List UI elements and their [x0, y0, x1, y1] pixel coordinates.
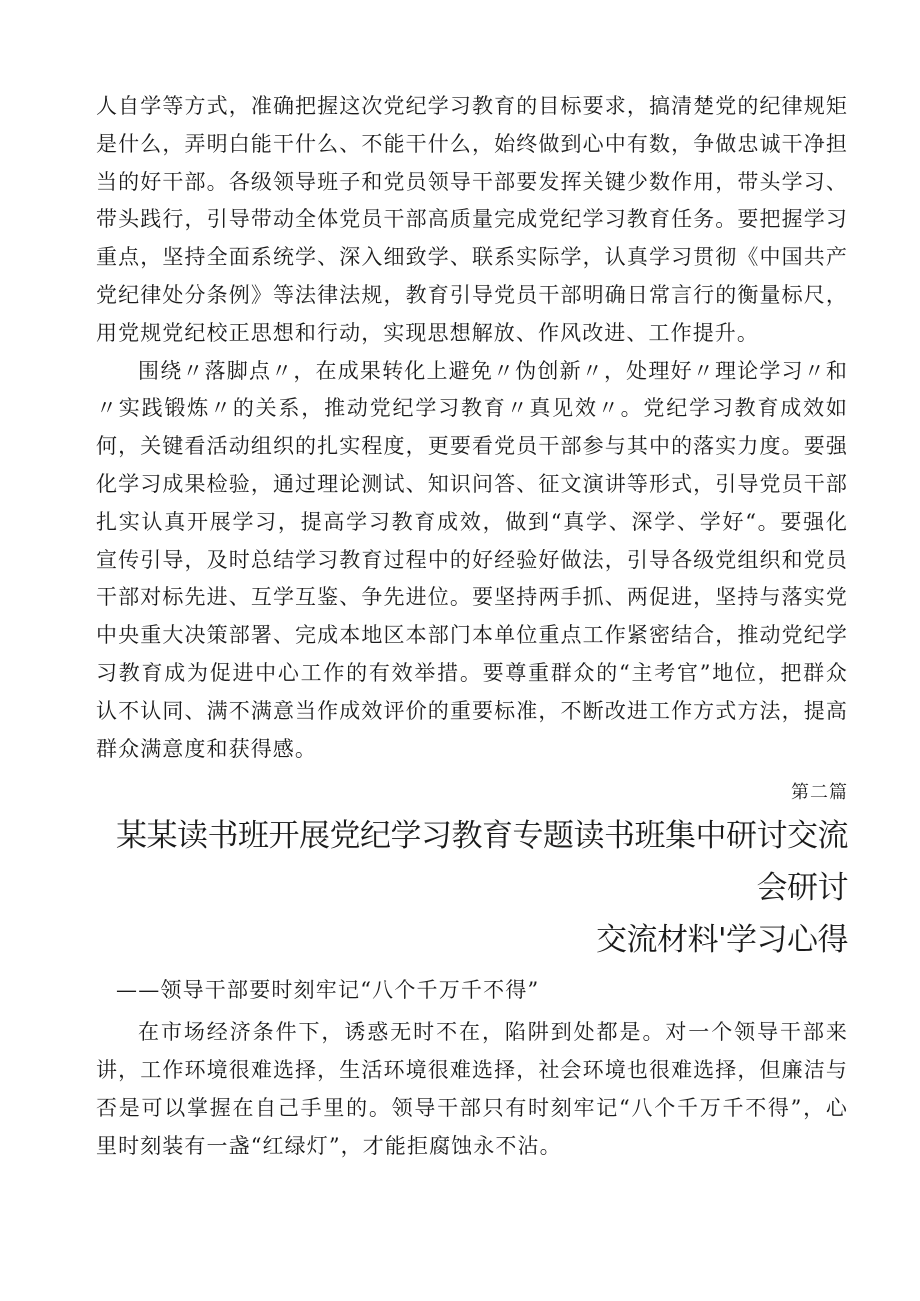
section-label: 第二篇	[791, 782, 848, 804]
body-paragraph-3: 在市场经济条件下，诱惑无时不在，陷阱到处都是。对一个领导干部来讲，工作环境很难选择，生活环境很难选择，社会环境也很难选择，但廉洁与否是可以掌握在自己手里的。领导干部只有时刻牢记“八个千万千不得”，心里时刻装有一盏“红绿灯”，才能拒腐蚀永不沾。	[96, 1020, 848, 1158]
article-subtitle: ——领导干部要时刻牢记“八个千万千不得”	[116, 978, 540, 1003]
article-title-line-1: 某某读书班开展党纪学习教育专题读书班集中研讨交流会研讨	[116, 818, 848, 907]
body-paragraph-2: 围绕〃落脚点〃，在成果转化上避免〃伪创新〃，处理好〃理论学习〃和〃实践锻炼〃的关系，推动党纪学习教育〃真见效〃。党纪学习教育成效如何，关键看活动组织的扎实程度，更要看党员干部参与其中的落实力度。要强化学习成果检验，通过理论测试、知识问答、征文演讲等形式，引导党员干部扎实认真开展学习，提高学习教育成效，做到“真学、深学、学好“。要强化宣传引导，及时总结学习教育过程中的好经验好做法，引导各级党组织和党员干部对标先进、互学互鉴、争先进位。要坚持两手抓、两促进，坚持与落实党中央重大决策部署、完成本地区本部门本单位重点工作紧密结合，推动党纪学习教育成为促进中心工作的有效举措。要尊重群众的“主考官”地位，把群众认不认同、满不满意当作成效评价的重要标准，不断改进工作方式方法，提高群众满意度和获得感。	[96, 358, 848, 761]
article-title-line-2: 交流材料'学习心得	[595, 922, 848, 959]
page-content	[96, 88, 848, 1166]
body-paragraph-1: 人自学等方式，准确把握这次党纪学习教育的目标要求，搞清楚党的纪律规矩是什么，弄明白能干什么、不能干什么，始终做到心中有数，争做忠诚干净担当的好干部。各级领导班子和党员领导干部要发挥关键少数作用，带头学习、带头践行，引导带动全体党员干部高质量完成党纪学习教育任务。要把握学习重点，坚持全面系统学、深入细致学、联系实际学，认真学习贯彻《中国共产党纪律处分条例》等法律法规，教育引导党员干部明确日常言行的衡量标尺，用党规党纪校正思想和行动，实现思想解放、作风改进、工作提升。	[96, 94, 848, 345]
article-title	[96, 810, 848, 966]
